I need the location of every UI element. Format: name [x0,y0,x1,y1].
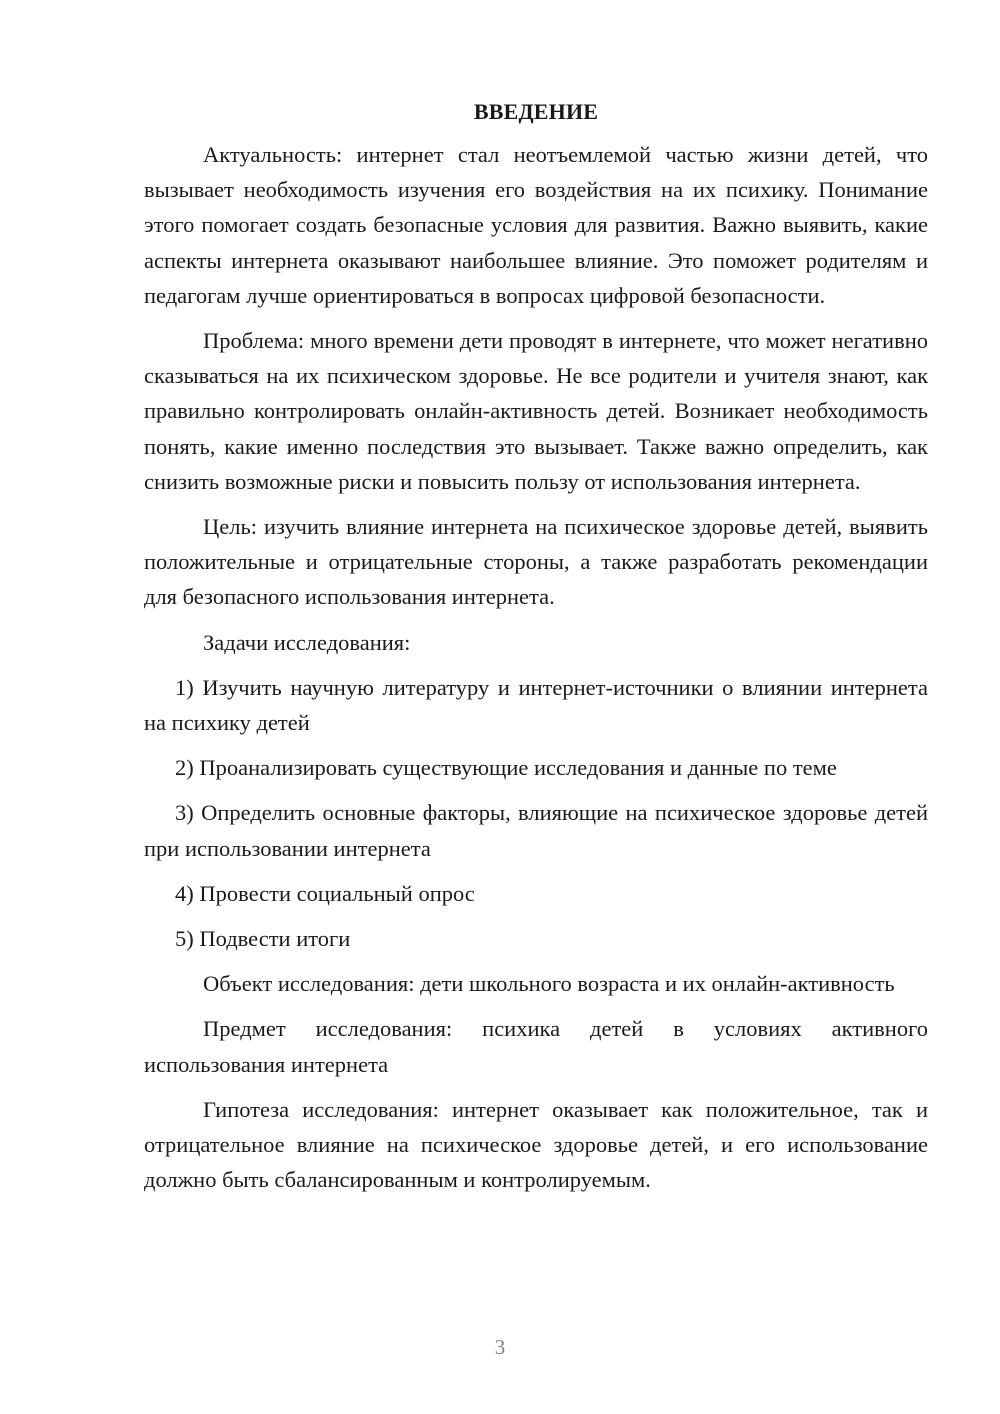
paragraph-hypothesis: Гипотеза исследования: интернет оказывает как положительное, так и отрицательное влияние на психическое здоровье детей, и его использование должно быть сбалансированным и контролируемым. [144,1096,928,1193]
paragraph-subject: Предмет исследования: психика детей в условиях активного использования интернета [144,1016,928,1077]
paragraph-object: Объект исследования: дети школьного возраста и их онлайн-активность [203,971,895,997]
task-item-3: 3) Определить основные факторы, влияющие на психическое здоровье детей при использовании интернета [144,800,928,861]
page-content [144,94,928,1207]
task-item-2: 2) Проанализировать существующие исследования и данные по теме [175,755,837,781]
task-item-5: 5) Подвести итоги [175,926,351,952]
task-item-4: 4) Провести социальный опрос [175,880,475,906]
paragraph-goal: Цель: изучить влияние интернета на психическое здоровье детей, выявить положительные и отрицательные стороны, а также разработать рекомендации для безопасного использования интернета. [144,514,928,610]
task-item-1: 1) Изучить научную литературу и интернет-источники о влиянии интернета на психику детей [144,674,928,736]
paragraph-relevance: Актуальность: интернет стал неотъемлемой частью жизни детей, что вызывает необходимость изучения его воздействия на их психику. Понимание этого помогает создать безопасные условия для развития. Важно выявить, какие аспекты интернета оказывают наибольшее влияние. Это поможет родителям и педагогам лучше ориентироваться в вопросах цифровой безопасности. [144,142,928,308]
page-number: 3 [494,1335,506,1359]
paragraph-problem: Проблема: много времени дети проводят в интернете, что может негативно сказываться на их психическом здоровье. Не все родители и учителя знают, как правильно контролировать онлайн-активность детей. Возникает необходимость понять, какие именно последствия это вызывает. Также важно определить, как снизить возможные риски и повысить пользу от использования интернета. [144,328,928,494]
tasks-heading: Задачи исследования: [203,629,411,655]
page-title: ВВЕДЕНИЕ [473,99,599,124]
